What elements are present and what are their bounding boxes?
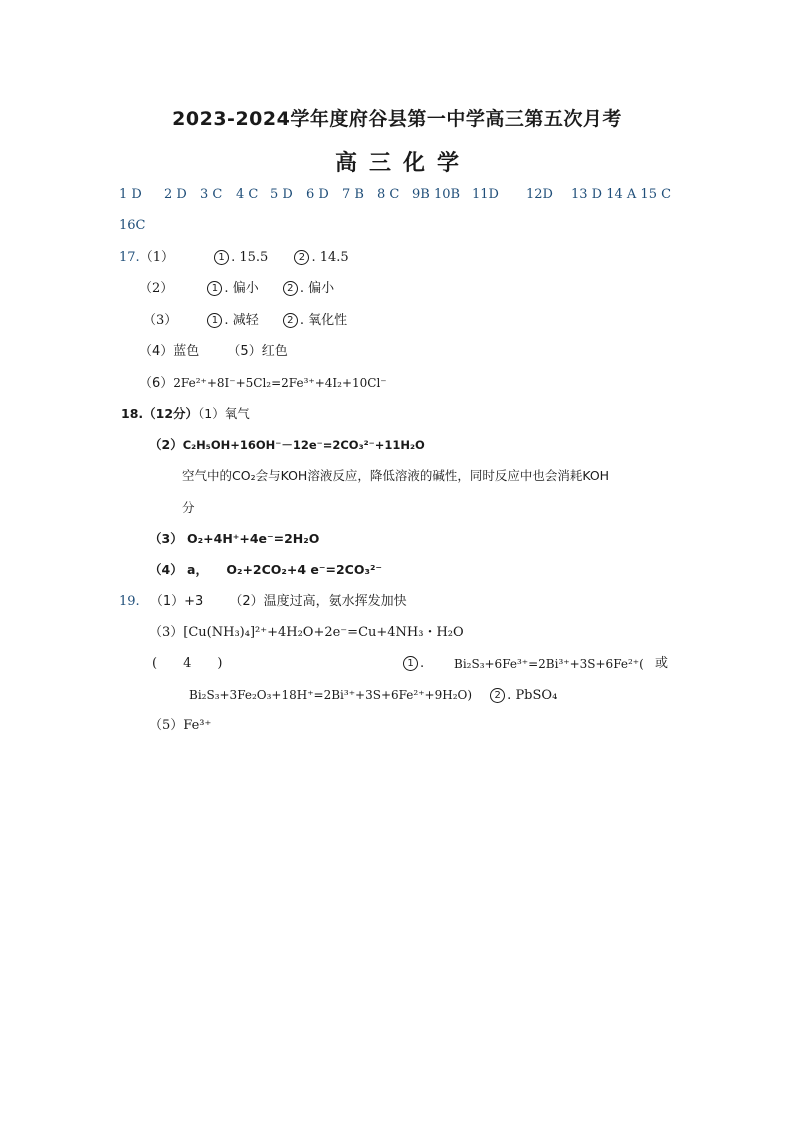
q17-p3-answer2: 氧化性 <box>308 313 348 328</box>
subject-title: 高三化学 <box>334 151 471 176</box>
circled-1-icon: 1 <box>207 281 222 296</box>
q19-parts-1-2 <box>119 593 407 611</box>
q19-part5: （5）Fe³⁺ <box>149 718 212 733</box>
mc-answer: 12D <box>526 187 553 202</box>
q19-p4-label: ( 4 ) <box>152 656 223 671</box>
q17-p2-answer2: 偏小 <box>308 281 335 296</box>
q18-p4-label: （4） a， <box>149 562 208 577</box>
q19-p4-or: 或 <box>655 656 669 671</box>
q17-p2-label: （2） <box>139 281 174 296</box>
mc-answer: 7 B <box>342 187 364 202</box>
circled-1-icon: 1 <box>403 656 418 671</box>
q18-p2-label: （2） <box>149 437 183 452</box>
q18-p2-text: 空气中的CO₂会与KOH溶液反应，降低溶液的碱性，同时反应中也会消耗KOH <box>182 468 610 483</box>
q17-p6-equation: 2Fe²⁺+8I⁻+5Cl₂=2Fe³⁺+4I₂+10Cl⁻ <box>173 376 387 390</box>
q19-p4-answer2: PbSO₄ <box>515 688 558 703</box>
mc-answer: 4 C <box>236 187 259 202</box>
circled-1-icon: 1 <box>214 250 229 265</box>
mc-answer: 2 D <box>164 187 187 202</box>
circled-2-icon: 2 <box>283 313 298 328</box>
q19-p1: （1）+3 <box>149 594 204 609</box>
mc-answer: 5 D <box>270 187 293 202</box>
q19-p2: （2）温度过高，氨水挥发加快 <box>229 594 407 609</box>
q19-part4-line2: Bi₂S₃+3Fe₂O₃+18H⁺=2Bi³⁺+3S+6Fe²⁺+9H₂O) 2 . PbSO₄ <box>189 688 558 703</box>
q19-part4-line1: ( 4 ) 1 . Bi₂S₃+6Fe³⁺=2Bi³⁺+3S+6Fe²⁺( 或 <box>152 656 669 671</box>
mc-answer: 13 D 14 A 15 C <box>571 187 672 202</box>
q17-part2: （2） 1 . 偏小 2 . 偏小 <box>139 281 335 296</box>
q19-p4-equation1: Bi₂S₃+6Fe³⁺=2Bi³⁺+3S+6Fe²⁺( <box>454 657 644 671</box>
q18-heading <box>121 405 250 423</box>
q18-p1: （1）氧气 <box>198 406 250 421</box>
q18-p2-equation: C₂H₅OH+16OH⁻－12e⁻=2CO₃²⁻+11H₂O <box>182 438 425 452</box>
mc-answer: 11D <box>472 187 499 202</box>
q18-part2 <box>149 436 425 454</box>
mc-answer: 16C <box>119 218 146 233</box>
q17-p4: （4）蓝色 <box>139 344 200 359</box>
q17-part1: 17.（1） 1 . 15.5 2 . 14.5 <box>119 250 349 265</box>
mc-answer: 8 C <box>377 187 400 202</box>
q18-number: 18.（12分） <box>121 406 199 421</box>
q17-p1-label: （1） <box>139 250 174 265</box>
q19-part3: （3）[Cu(NH₃)₄]²⁺+4H₂O+2e⁻=Cu+4NH₃・H₂O <box>149 625 464 640</box>
q19-p4-equation2: Bi₂S₃+3Fe₂O₃+18H⁺=2Bi³⁺+3S+6Fe²⁺+9H₂O) <box>189 688 473 702</box>
mc-answer: 3 C <box>200 187 223 202</box>
circled-2-icon: 2 <box>490 688 505 703</box>
mc-answers-row <box>119 186 671 204</box>
mc-answer: 6 D <box>306 187 329 202</box>
q17-p1-answer1: 15.5 <box>239 250 269 265</box>
q17-p6-label: （6） <box>139 376 174 391</box>
q18-part3: （3） O₂+4H⁺+4e⁻=2H₂O <box>149 531 320 546</box>
mc-answer: 9B 10B <box>412 187 461 202</box>
mc-answer: 1 D <box>119 187 142 202</box>
q17-p3-answer1: 减轻 <box>232 313 259 328</box>
q18-part4 <box>149 561 382 579</box>
q19-number: 19. <box>119 594 140 609</box>
exam-title: 2023-2024学年度府谷县第一中学高三第五次月考 <box>172 108 622 130</box>
q17-number: 17. <box>119 250 140 265</box>
q17-p2-answer1: 偏小 <box>232 281 259 296</box>
q17-p1-answer2: 14.5 <box>319 250 349 265</box>
q18-p2-text-cont: 分 <box>182 500 195 515</box>
q18-p4-equation: O₂+2CO₂+4 e⁻=2CO₃²⁻ <box>226 562 383 577</box>
q17-part3: （3） 1 . 减轻 2 . 氧化性 <box>143 313 348 328</box>
q17-part4-5 <box>139 343 288 361</box>
q17-part6 <box>139 374 387 393</box>
q17-p5: （5）红色 <box>227 344 288 359</box>
circled-2-icon: 2 <box>294 250 309 265</box>
circled-1-icon: 1 <box>207 313 222 328</box>
q17-p3-label: （3） <box>143 313 178 328</box>
circled-2-icon: 2 <box>283 281 298 296</box>
